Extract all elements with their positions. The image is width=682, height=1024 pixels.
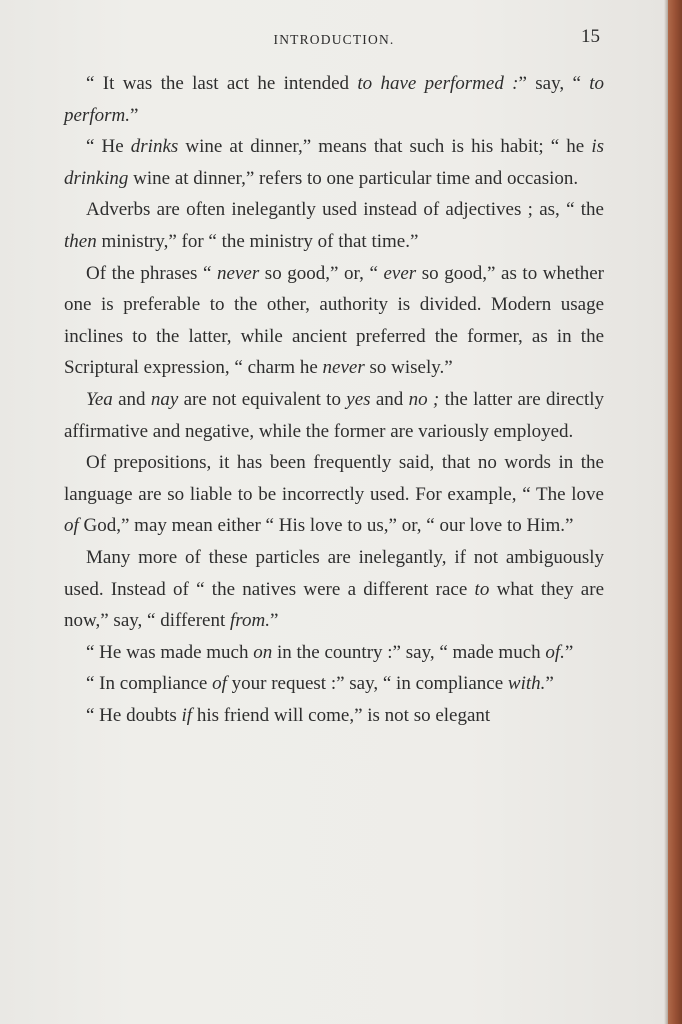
italic-text: nay: [150, 388, 179, 410]
text-run: wine at dinner,” means that such is his habit; “ he: [178, 136, 592, 158]
text-run: so wisely.”: [364, 357, 453, 379]
text-run: ministry,” for “ the ministry of that time.”: [96, 230, 419, 252]
paragraph: [64, 384, 604, 447]
italic-text: Yea: [86, 388, 113, 410]
italic-text: to have performed :: [357, 73, 519, 94]
italic-text: of: [64, 515, 79, 537]
italic-text: then: [64, 230, 97, 252]
text-run: are not equivalent to: [178, 388, 347, 410]
italic-text: yes: [346, 388, 371, 410]
italic-text: drinks: [130, 136, 179, 158]
text-run: and: [370, 388, 409, 410]
paragraph: [64, 194, 604, 257]
page-header: [64, 26, 604, 50]
running-head: INTRODUCTION.: [273, 32, 395, 47]
italic-text: from.: [230, 610, 270, 632]
text-run: what they are now,” say, “ different: [64, 578, 604, 632]
paragraph: [64, 447, 604, 542]
text-run: ”: [129, 104, 139, 126]
book-edge: [668, 0, 682, 1024]
paragraph: [64, 637, 604, 669]
text-run: Adverbs are often inelegantly used instead of adjectives ; as, “ the: [86, 199, 604, 221]
italic-text: no ;: [408, 388, 440, 410]
italic-text: ever: [383, 262, 417, 284]
paragraph: [64, 668, 604, 700]
text-run: in the country :” say, “ made much: [272, 641, 546, 663]
italic-text: to perform.: [64, 73, 604, 126]
paragraph: [64, 542, 604, 637]
text-run: so good,” or, “: [259, 262, 384, 284]
text-run: “ He doubts: [86, 704, 182, 726]
text-run: ”: [545, 673, 554, 695]
page-body: [64, 68, 604, 731]
paragraph: [64, 700, 604, 732]
text-run: his friend will come,” is not so elegant: [192, 704, 491, 726]
paragraph: [64, 258, 604, 384]
italic-text: on: [253, 641, 273, 663]
text-run: “ In compliance: [86, 673, 213, 695]
text-run: “ He was made much: [86, 641, 254, 663]
text-run: ”: [564, 641, 574, 663]
italic-text: of.: [545, 641, 565, 663]
text-run: ”: [269, 610, 279, 632]
text-run: Of prepositions, it has been frequently said, that no words in the language are so liable to be incorrectly used. For example, “ The love: [64, 452, 604, 505]
text-run: God,” may mean either “ His love to us,” or, “ our love to Him.”: [78, 515, 574, 537]
text-run: ” say, “: [518, 73, 590, 94]
text-run: so good,” as to whether one is preferable to the other, authority is divided. Modern usage inclines to the latter, while ancient preferred the former, as in the Scriptural expression, “ charm he: [64, 262, 604, 379]
italic-text: is drinking: [64, 136, 604, 189]
text-run: Of the phrases “: [86, 262, 218, 284]
text-run: the latter are directly affirmative and negative, while the former are variously employed.: [64, 388, 605, 442]
text-run: “ It was the last act he intended: [86, 73, 358, 94]
text-run: your request :” say, “ in compliance: [226, 673, 508, 695]
page-number: 15: [581, 26, 600, 47]
italic-text: if: [181, 704, 193, 726]
paragraph: [64, 68, 604, 131]
text-run: Many more of these particles are inelegantly, if not ambiguously used. Instead of “ the natives were a different race: [64, 546, 604, 600]
text-run: and: [112, 388, 151, 410]
italic-text: of: [212, 673, 227, 695]
paragraph: [64, 131, 604, 194]
italic-text: never: [217, 262, 260, 284]
italic-text: to: [474, 578, 490, 600]
italic-text: never: [322, 357, 365, 379]
text-run: “ He: [86, 136, 131, 158]
text-run: wine at dinner,” refers to one particular time and occasion.: [128, 167, 579, 189]
italic-text: with.: [507, 673, 546, 695]
